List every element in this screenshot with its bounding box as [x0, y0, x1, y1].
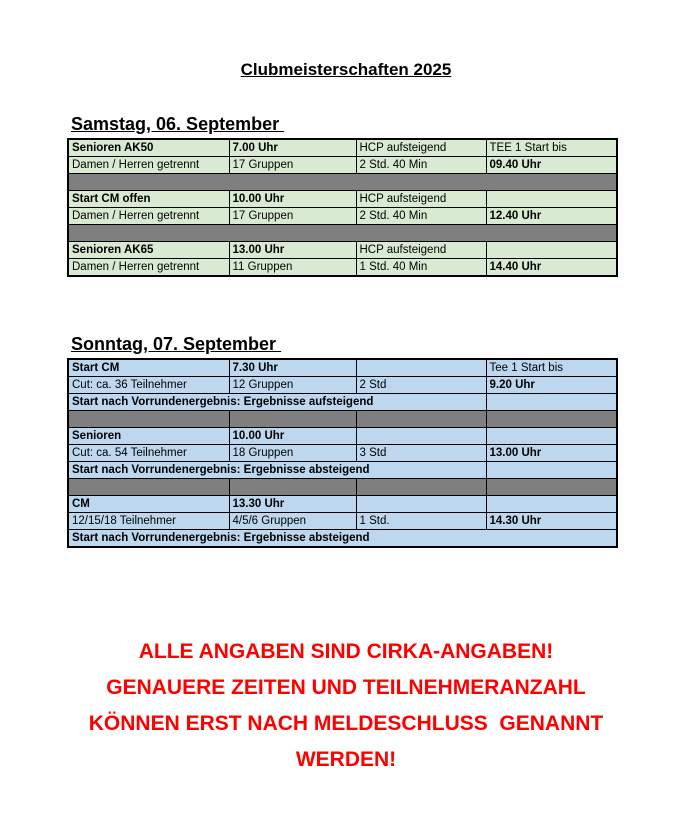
saturday-heading: Samstag, 06. September	[71, 114, 285, 134]
table-cell: 2 Std	[356, 377, 486, 394]
table-cell: 11 Gruppen	[229, 259, 356, 277]
table-cell	[356, 496, 486, 513]
table-cell: 9.20 Uhr	[486, 377, 617, 394]
table-cell: 1 Std. 40 Min	[356, 259, 486, 277]
table-cell: Damen / Herren getrennt	[68, 157, 229, 174]
table-cell: Start CM	[68, 359, 229, 377]
sunday-heading: Sonntag, 07. September	[71, 334, 282, 354]
table-cell: Cut: ca. 36 Teilnehmer	[68, 377, 229, 394]
table-cell: HCP aufsteigend	[356, 191, 486, 208]
table-cell: 10.00 Uhr	[229, 428, 356, 445]
table-cell: 14.30 Uhr	[486, 513, 617, 530]
note-cell: Start nach Vorrundenergebnis: Ergebnisse absteigend	[68, 462, 486, 479]
table-cell: Cut: ca. 54 Teilnehmer	[68, 445, 229, 462]
table-row	[68, 513, 617, 530]
table-cell: 10.00 Uhr	[229, 191, 356, 208]
separator-row	[68, 174, 617, 191]
note-cell: Start nach Vorrundenergebnis: Ergebnisse aufsteigend	[68, 394, 486, 411]
table-cell	[356, 428, 486, 445]
table-cell: HCP aufsteigend	[356, 139, 486, 157]
table-cell	[486, 394, 617, 411]
table-cell: Senioren	[68, 428, 229, 445]
table-row	[68, 530, 617, 548]
table-cell: Tee 1 Start bis	[486, 359, 617, 377]
saturday-schedule-table	[67, 138, 618, 277]
table-cell: Senioren AK65	[68, 242, 229, 259]
table-cell: 09.40 Uhr	[486, 157, 617, 174]
table-cell: 3 Std	[356, 445, 486, 462]
table-cell	[356, 359, 486, 377]
table-cell: 1 Std.	[356, 513, 486, 530]
separator-row	[68, 479, 617, 496]
table-cell: 17 Gruppen	[229, 208, 356, 225]
table-row	[68, 208, 617, 225]
page-title: Clubmeisterschaften 2025	[240, 60, 452, 79]
table-row	[68, 139, 617, 157]
table-cell: 7.00 Uhr	[229, 139, 356, 157]
separator-row	[68, 411, 617, 428]
notice-line: GENAUERE ZEITEN UND TEILNEHMERANZAHL	[106, 676, 586, 699]
table-cell: 13.00 Uhr	[486, 445, 617, 462]
table-cell: Damen / Herren getrennt	[68, 208, 229, 225]
table-row	[68, 259, 617, 277]
table-row	[68, 157, 617, 174]
separator-row	[68, 225, 617, 242]
table-cell: 12.40 Uhr	[486, 208, 617, 225]
table-cell	[486, 191, 617, 208]
table-cell: 17 Gruppen	[229, 157, 356, 174]
table-cell	[486, 242, 617, 259]
table-cell	[486, 428, 617, 445]
table-row	[68, 377, 617, 394]
table-cell: Senioren AK50	[68, 139, 229, 157]
table-cell: 14.40 Uhr	[486, 259, 617, 277]
table-cell: 13.00 Uhr	[229, 242, 356, 259]
table-row	[68, 191, 617, 208]
table-row	[68, 462, 617, 479]
notice-block	[0, 634, 692, 778]
note-cell: Start nach Vorrundenergebnis: Ergebnisse absteigend	[68, 530, 617, 548]
table-row	[68, 428, 617, 445]
table-cell: 2 Std. 40 Min	[356, 208, 486, 225]
table-cell: 12 Gruppen	[229, 377, 356, 394]
sunday-schedule-table	[67, 358, 618, 548]
table-row	[68, 359, 617, 377]
table-cell: CM	[68, 496, 229, 513]
notice-line: WERDEN!	[295, 748, 397, 771]
table-cell: 13.30 Uhr	[229, 496, 356, 513]
notice-line: KÖNNEN ERST NACH MELDESCHLUSS GENANNT	[88, 712, 604, 735]
table-cell	[486, 496, 617, 513]
table-row	[68, 445, 617, 462]
notice-line: ALLE ANGABEN SIND CIRKA-ANGABEN!	[138, 640, 554, 663]
table-cell: 12/15/18 Teilnehmer	[68, 513, 229, 530]
table-cell: 4/5/6 Gruppen	[229, 513, 356, 530]
table-cell: Damen / Herren getrennt	[68, 259, 229, 277]
table-cell: 7.30 Uhr	[229, 359, 356, 377]
table-cell: Start CM offen	[68, 191, 229, 208]
table-cell: HCP aufsteigend	[356, 242, 486, 259]
table-cell: TEE 1 Start bis	[486, 139, 617, 157]
table-cell: 18 Gruppen	[229, 445, 356, 462]
table-row	[68, 242, 617, 259]
table-cell	[486, 462, 617, 479]
table-row	[68, 394, 617, 411]
table-cell: 2 Std. 40 Min	[356, 157, 486, 174]
table-row	[68, 496, 617, 513]
